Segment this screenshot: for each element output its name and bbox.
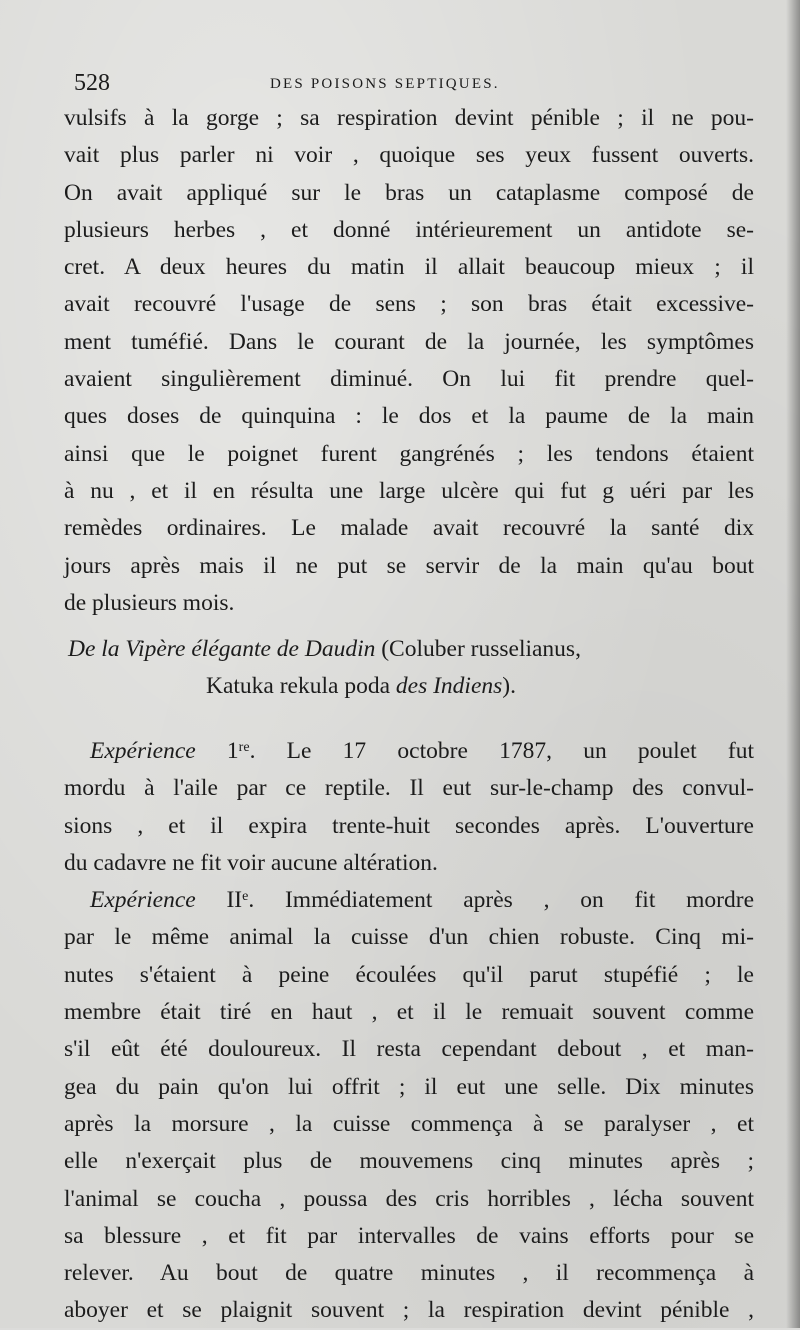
text-line: à nu , et il en résulta une large ulcère qui fut g uéri par les <box>64 477 754 504</box>
heading-line-2 <box>68 668 758 705</box>
text-line: sa blessure , et fit par intervalles de vains efforts pour se <box>64 1222 754 1249</box>
text-line: aboyer et se plaignit souvent ; la respiration devint pénible , <box>64 1297 754 1324</box>
heading-roman-2: Katuka rekula poda <box>206 673 396 699</box>
text-line: mordu à l'aile par ce reptile. Il eut sur-le-champ des convul- <box>64 775 754 802</box>
text-line: nutes s'étaient à peine écoulées qu'il parut stupéfié ; le <box>64 961 754 988</box>
text-line: vulsifs à la gorge ; sa respiration devint pénible ; il ne pou- <box>64 105 754 131</box>
experiment-number: 1 <box>226 738 239 764</box>
text-line: du cadavre ne fit voir aucune altération. <box>64 849 438 876</box>
page-number: 528 <box>74 70 110 96</box>
heading-roman: (Coluber russelianus, <box>375 636 581 662</box>
text-line: On avait appliqué sur le bras un cataplasme composé de <box>64 179 754 206</box>
paragraph-continuation <box>64 100 754 622</box>
running-header <box>74 70 754 100</box>
experiment-label: Expérience <box>90 738 196 764</box>
text-line: membre était tiré en haut , et il le remuait souvent comme <box>64 999 754 1026</box>
text-line: elle n'exerçait plus de mouvemens cinq minutes après ; <box>64 1148 754 1175</box>
heading-end: ). <box>502 673 516 699</box>
text-line: avait recouvré l'usage de sens ; son bras était excessive- <box>64 291 754 318</box>
text-line: jours après mais il ne put se servir de la main qu'au bout <box>64 552 754 579</box>
page-edge-shadow <box>786 0 800 1328</box>
chapter-title: DES POISONS SEPTIQUES. <box>270 76 500 92</box>
text-line: ainsi que le poignet furent gangrénés ; les tendons étaient <box>64 440 754 467</box>
experiment-text: . Le 17 octobre 1787, un poulet fut <box>249 738 754 764</box>
text-line: cret. A deux heures du matin il allait beaucoup mieux ; il <box>64 254 754 281</box>
text-line: s'il eût été douloureux. Il resta cependant debout , et man- <box>64 1036 754 1063</box>
experiment-label: Expérience <box>90 887 196 914</box>
text-line: remèdes ordinaires. Le malade avait recouvré la santé dix <box>64 515 754 542</box>
experiment-1-first-line <box>64 733 754 770</box>
experiment-suffix: re <box>238 740 250 755</box>
heading-line-1 <box>68 636 581 662</box>
text-line: avaient singulièrement diminué. On lui fit prendre quel- <box>64 366 754 393</box>
experiment-2-first-line <box>64 882 754 919</box>
text-line: après la morsure , la cuisse commença à se paralyser , et <box>64 1110 754 1137</box>
experiment-number: II <box>226 887 243 914</box>
experiment-suffix: e <box>242 889 249 905</box>
text-line: par le même animal la cuisse d'un chien robuste. Cinq mi- <box>64 924 754 951</box>
text-line: ment tuméfié. Dans le courant de la journée, les symptômes <box>64 328 754 355</box>
text-line: sions , et il expira trente-huit secondes après. L'ouverture <box>64 812 754 839</box>
text-line: plusieurs herbes , et donné intérieurement un antidote se- <box>64 216 754 243</box>
text-line: relever. Au bout de quatre minutes , il recommença à <box>64 1260 754 1287</box>
text-line: gea du pain qu'on lui offrit ; il eut une selle. Dix minutes <box>64 1073 754 1100</box>
section-heading <box>68 631 758 705</box>
text-line: l'animal se coucha , poussa des cris horribles , lécha souvent <box>64 1185 754 1212</box>
text-line: de plusieurs mois. <box>64 589 235 616</box>
experiment-text: . Immédiatement après , on fit mordre <box>248 887 754 914</box>
heading-italic-2: des Indiens <box>395 673 503 699</box>
experiments-text <box>64 733 754 1330</box>
text-line: ques doses de quinquina : le dos et la paume de la main <box>64 403 754 430</box>
heading-italic: De la Vipère élégante de Daudin <box>68 636 376 662</box>
text-line: vait plus parler ni voir , quoique ses yeux fussent ouverts. <box>64 142 754 169</box>
